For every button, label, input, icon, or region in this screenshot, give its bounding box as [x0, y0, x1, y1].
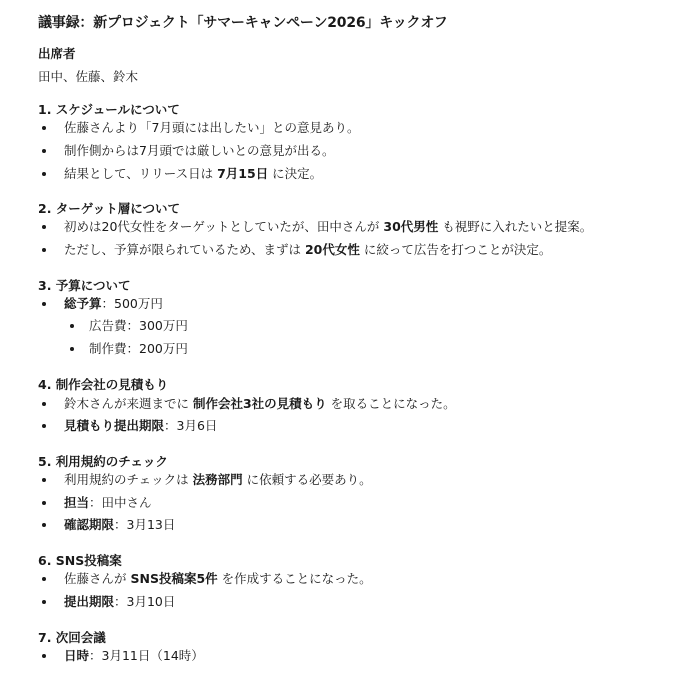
bullet-dot-icon	[42, 172, 46, 176]
bullet-dot-icon	[42, 501, 46, 505]
bullet-dot-icon	[42, 225, 46, 229]
bold-text-run: 制作会社3社の見積もり	[192, 396, 327, 411]
bullet-dot-icon	[42, 654, 46, 658]
bold-text-run: 総予算	[64, 296, 102, 311]
bullet-text: 広告費：300万円	[89, 318, 188, 333]
text-run: ただし、予算が限られているため、まずは	[64, 242, 305, 257]
bullet-dot-icon	[42, 126, 46, 130]
text-run: ：3月11日（14時）	[89, 648, 204, 663]
text-run: ：田中さん	[89, 495, 152, 510]
bullet-dot-icon	[42, 402, 46, 406]
bullet-dot-icon	[42, 523, 46, 527]
bullet-text	[64, 242, 551, 258]
section-heading: 7. 次回会議	[38, 630, 106, 645]
text-run: 利用規約のチェックは	[64, 472, 193, 487]
bold-text-run: 日時	[64, 648, 90, 663]
bullet-text	[64, 517, 175, 533]
bold-text-run: 7月15日	[217, 166, 269, 181]
bullet-text	[64, 219, 592, 235]
bold-text-run: 確認期限	[64, 517, 115, 532]
text-run: 佐藤さんが	[64, 571, 131, 586]
text-run: 鈴木さんが来週までに	[64, 396, 193, 411]
bullet-text: 制作側からは7月頭では厳しいとの意見が出る。	[64, 143, 335, 158]
bullet-text: 佐藤さんより「7月頭には出したい」との意見あり。	[64, 120, 360, 135]
attendees-label: 出席者	[38, 46, 76, 61]
bold-text-run: SNS投稿案5件	[130, 571, 218, 586]
bullet-text	[64, 571, 372, 587]
attendees-names: 田中、佐藤、鈴木	[38, 69, 139, 84]
bullet-dot-icon	[42, 248, 46, 252]
section-heading: 4. 制作会社の見積もり	[38, 377, 169, 392]
bullet-text	[64, 418, 217, 434]
text-run: も視野に入れたいと提案。	[438, 219, 593, 234]
bullet-dot-icon	[70, 324, 74, 328]
text-run: ：3月6日	[164, 418, 218, 433]
section-heading: 5. 利用規約のチェック	[38, 454, 168, 469]
text-run: ：3月10日	[114, 594, 176, 609]
text-run: に絞って広告を打つことが決定。	[359, 242, 552, 257]
bullet-dot-icon	[42, 302, 46, 306]
text-run: ：3月13日	[114, 517, 176, 532]
text-run: に決定。	[268, 166, 323, 181]
bullet-dot-icon	[70, 347, 74, 351]
bullet-dot-icon	[42, 149, 46, 153]
bold-text-run: 30代男性	[383, 219, 439, 234]
bullet-text	[64, 396, 456, 412]
bold-text-run: 担当	[64, 495, 90, 510]
text-run: 初めは20代女性をターゲットとしていたが、田中さんが	[64, 219, 384, 234]
bullet-text	[64, 296, 163, 312]
text-run: ：500万円	[101, 296, 163, 311]
bold-text-run: 見積もり提出期限	[64, 418, 165, 433]
document-title: 議事録：新プロジェクト「サマーキャンペーン2026」キックオフ	[38, 15, 448, 31]
bullet-text	[64, 594, 175, 610]
section-heading: 2. ターゲット層について	[38, 201, 181, 216]
bullet-dot-icon	[42, 600, 46, 604]
bullet-text	[64, 166, 322, 182]
text-run: を作成することになった。	[217, 571, 372, 586]
section-heading: 6. SNS投稿案	[38, 553, 122, 568]
bold-text-run: 20代女性	[304, 242, 360, 257]
bullet-dot-icon	[42, 424, 46, 428]
section-heading: 1. スケジュールについて	[38, 102, 180, 117]
bullet-text	[64, 472, 372, 488]
bullet-text	[64, 495, 152, 511]
bold-text-run: 法務部門	[192, 472, 243, 487]
text-run: を取ることになった。	[326, 396, 456, 411]
bullet-dot-icon	[42, 478, 46, 482]
text-run: に依頼する必要あり。	[242, 472, 372, 487]
bullet-text	[64, 648, 204, 664]
bold-text-run: 提出期限	[64, 594, 115, 609]
text-run: 結果として、リリース日は	[64, 166, 218, 181]
section-heading: 3. 予算について	[38, 278, 131, 293]
bullet-text: 制作費：200万円	[89, 341, 188, 356]
bullet-dot-icon	[42, 577, 46, 581]
